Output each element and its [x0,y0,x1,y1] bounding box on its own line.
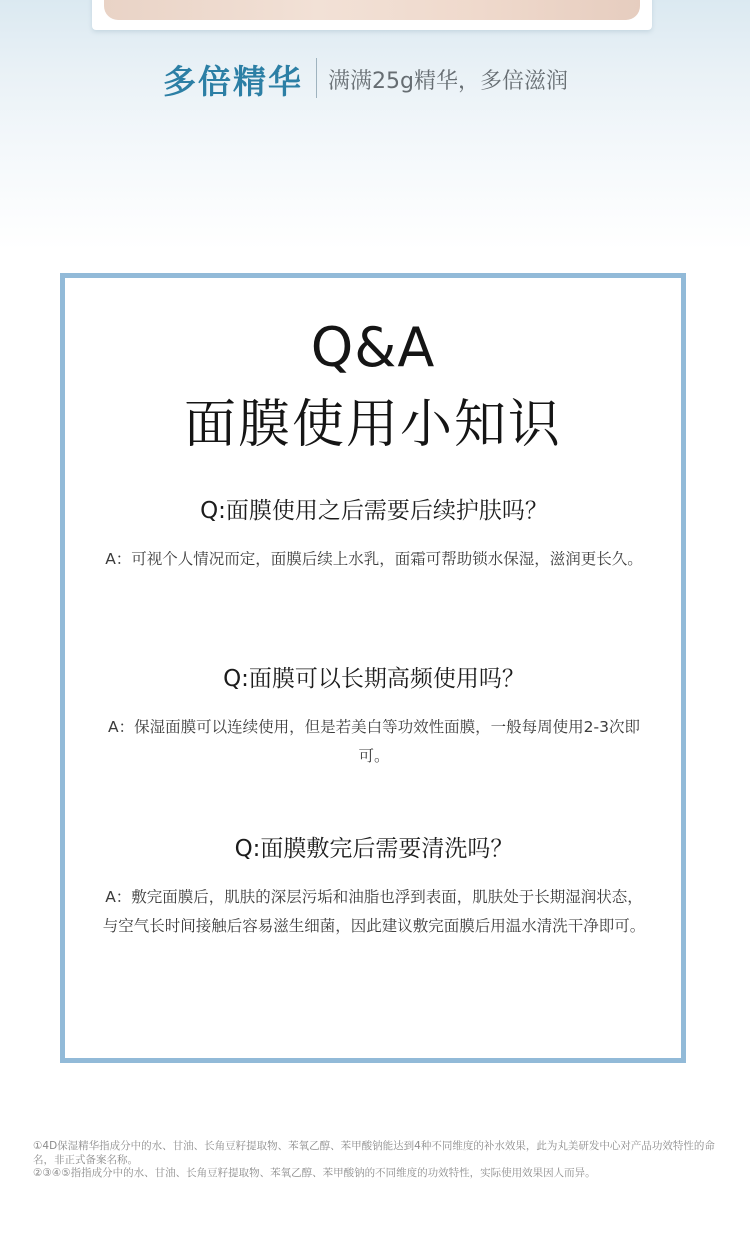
footnote [33,1140,723,1181]
skin-image [104,0,640,20]
qa-heading-en: Q&A [310,316,436,379]
answer-text: A：保湿面膜可以连续使用，但是若美白等功效性面膜，一般每周使用2-3次即可。 [108,718,640,765]
question-text: Q:面膜可以长期高频使用吗？ [223,666,525,692]
footnote-line: ①4D保湿精华指成分中的水、甘油、长角豆籽提取物、苯氧乙醇、苯甲酸钠能达到4种不同维度的补水效果，此为丸美研发中心对产品功效特性的命名，非正式备案名称。 [33,1140,715,1166]
feature-banner [0,52,750,106]
product-photo [92,0,652,30]
question-text: Q:面膜敷完后需要清洗吗？ [234,836,514,862]
feature-title: 多倍精华 [163,62,303,101]
footnote-line: ②③④⑤指指成分中的水、甘油、长角豆籽提取物、苯氧乙醇、苯甲酸钠的不同维度的功效特性，实际使用效果因人而异。 [33,1167,596,1179]
answer-text: A：敷完面膜后，肌肤的深层污垢和油脂也浮到表面，肌肤处于长期湿润状态，与空气长时间接触后容易滋生细菌，因此建议敷完面膜后用温水清洗干净即可。 [102,888,646,935]
qa-item [101,660,647,771]
question-text: Q:面膜使用之后需要后续护肤吗？ [200,498,548,524]
qa-item [101,492,647,574]
answer-text: A：可视个人情况而定，面膜后续上水乳，面霜可帮助锁水保湿，滋润更长久。 [105,550,643,568]
feature-divider [316,58,317,98]
qa-item [101,830,647,941]
qa-box [60,273,686,1063]
qa-heading-zh: 面膜使用小知识 [183,395,562,455]
feature-description: 满满25g精华，多倍滋润 [328,69,568,94]
